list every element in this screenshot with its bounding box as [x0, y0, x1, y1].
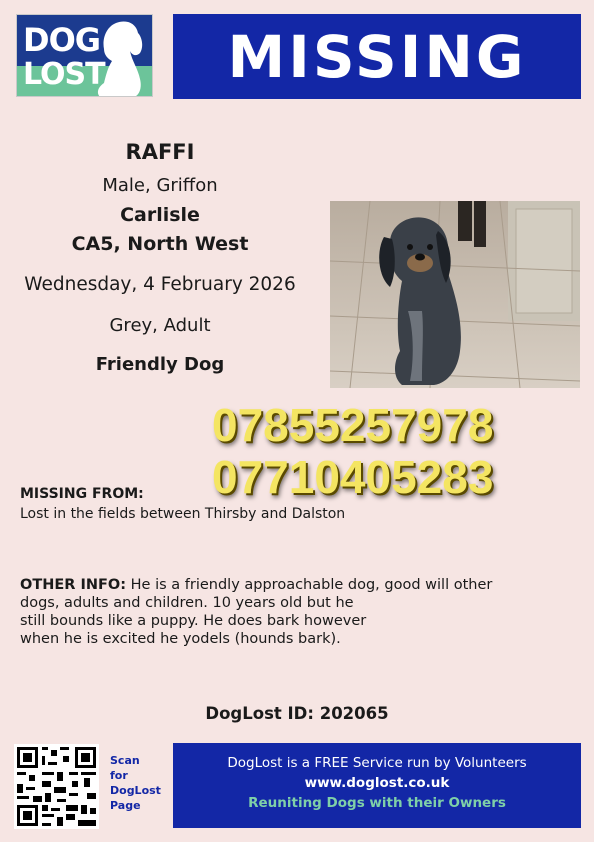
doglost-logo [16, 14, 153, 97]
scan-line-2: for [110, 769, 128, 782]
lost-date: Wednesday, 4 February 2026 [24, 274, 296, 295]
other-info [20, 576, 560, 648]
footer-tagline: Reuniting Dogs with their Owners [248, 795, 506, 811]
footer-banner [173, 743, 581, 828]
dog-photo [330, 201, 580, 388]
other-info-line-1: He is a friendly approachable dog, good will other [126, 577, 493, 593]
logo-text-dog: DOG [23, 21, 101, 59]
scan-line-4: Page [110, 799, 141, 812]
footer-service-text: DogLost is a FREE Service run by Volunteers [227, 755, 527, 771]
missing-from-text: Lost in the fields between Thirsby and Dalston [20, 506, 346, 522]
dog-temperament: Friendly Dog [95, 354, 225, 375]
logo-text-lost: LOST [23, 57, 105, 92]
dog-sex-breed: Male, Griffon [102, 175, 218, 196]
dog-colour-age: Grey, Adult [109, 315, 211, 336]
scan-instructions [110, 753, 170, 813]
other-info-label: OTHER INFO: [20, 577, 127, 593]
dog-silhouette-icon [86, 17, 148, 97]
missing-from-label: MISSING FROM: [20, 486, 144, 502]
other-info-line-4: when he is excited he yodels (hounds bark). [20, 631, 341, 647]
contact-phone-1: 07855257978 [212, 399, 494, 451]
scan-line-3: DogLost [110, 784, 161, 797]
contact-phone-2: 07710405283 [212, 451, 494, 503]
qr-code-icon[interactable] [14, 744, 99, 829]
lost-town: Carlisle [120, 204, 200, 226]
lost-area: CA5, North West [71, 233, 249, 255]
other-info-line-2: dogs, adults and children. 10 years old but he [20, 595, 354, 611]
doglost-id: DogLost ID: 202065 [205, 704, 389, 723]
footer-website-link[interactable]: www.doglost.co.uk [304, 775, 450, 791]
other-info-line-3: still bounds like a puppy. He does bark however [20, 613, 367, 629]
dog-name: RAFFI [125, 140, 195, 164]
scan-line-1: Scan [110, 754, 140, 767]
missing-title: MISSING [227, 22, 527, 91]
missing-banner [173, 14, 581, 99]
